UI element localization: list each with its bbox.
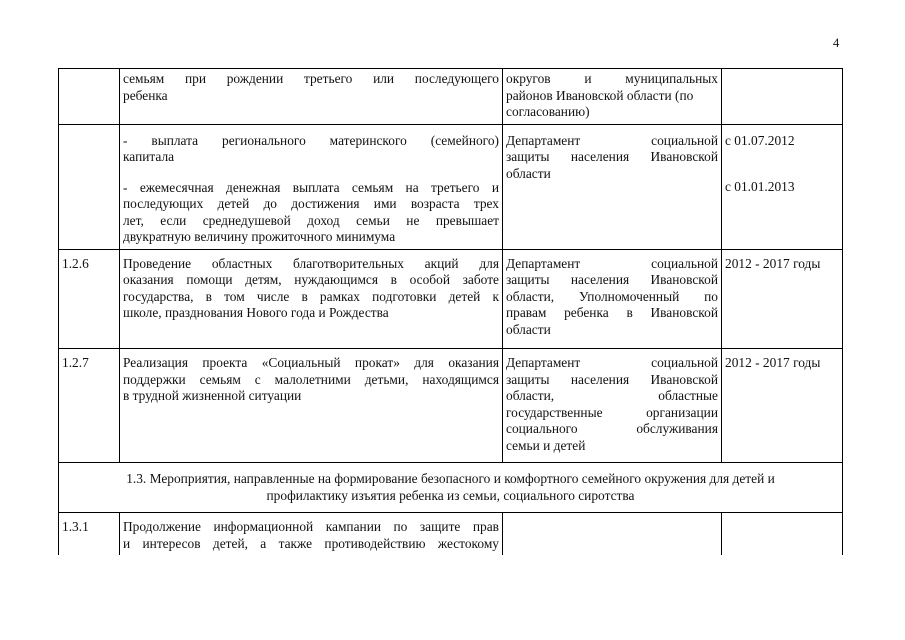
cell-period bbox=[722, 513, 843, 556]
text-line: и интересов детей, а также противодействию жестокому bbox=[123, 535, 499, 551]
text-line: защиты населения Ивановской bbox=[506, 149, 718, 164]
text-line: государства, в том числе в рамках подготовки детей к bbox=[123, 288, 499, 304]
cell-number bbox=[59, 69, 120, 125]
text-line: последующих детей до достижения ими возраста трех bbox=[123, 196, 499, 211]
table-row bbox=[59, 124, 843, 249]
cell-measure bbox=[120, 249, 503, 349]
measures-table bbox=[58, 68, 843, 555]
cell-executor bbox=[503, 513, 722, 556]
text-line: защиты населения Ивановской bbox=[506, 272, 718, 287]
text-line: оказания помощи детям, нуждающимся в особой заботе bbox=[123, 272, 499, 287]
cell-executor bbox=[503, 69, 722, 125]
cell-executor bbox=[503, 349, 722, 463]
text-line: Проведение областных благотворительных акций для bbox=[123, 255, 499, 271]
text-line: поддержки семьям с малолетними детьми, находящимся bbox=[123, 371, 499, 387]
text-line: ребенка bbox=[123, 87, 168, 103]
text-line: Департамент социальной bbox=[506, 255, 718, 271]
text-line: защиты населения Ивановской bbox=[506, 371, 718, 387]
cell-period bbox=[722, 124, 843, 249]
text-line: семьи и детей bbox=[506, 437, 586, 453]
text-line: школе, празднования Нового года и Рождества bbox=[123, 305, 389, 320]
text-line: округов и муниципальных bbox=[506, 71, 718, 86]
text-line: 1.3. Мероприятия, направленные на формирование безопасного и комфортного семейного окружения для детей и bbox=[126, 471, 775, 486]
text-line: - ежемесячная денежная выплата семьям на третьего и bbox=[123, 179, 499, 195]
cell-measure bbox=[120, 124, 503, 249]
cell-executor bbox=[503, 124, 722, 249]
section-heading bbox=[59, 463, 843, 513]
text-line: области bbox=[506, 165, 551, 181]
date-text: с 01.01.2013 bbox=[725, 179, 795, 194]
cell-number: 1.2.7 bbox=[59, 349, 120, 463]
cell-period: 2012 - 2017 годы bbox=[722, 249, 843, 349]
text-line: семьям при рождении третьего или последующего bbox=[123, 71, 499, 86]
text-line: Департамент социальной bbox=[506, 132, 718, 148]
text-line: в трудной жизненной ситуации bbox=[123, 388, 302, 403]
table-row bbox=[59, 513, 843, 556]
cell-measure bbox=[120, 69, 503, 125]
text-line: Продолжение информационной кампании по защите прав bbox=[123, 519, 499, 534]
cell-period bbox=[722, 69, 843, 125]
text-line: Реализация проекта «Социальный прокат» для оказания bbox=[123, 355, 499, 370]
cell-number bbox=[59, 124, 120, 249]
cell-measure bbox=[120, 513, 503, 556]
table-row bbox=[59, 463, 843, 513]
text-line: - выплата регионального материнского (семейного) bbox=[123, 132, 499, 148]
cell-period: 2012 - 2017 годы bbox=[722, 349, 843, 463]
text-line: государственные организации bbox=[506, 404, 718, 420]
text-line: области, областные bbox=[506, 388, 718, 403]
text-line: правам ребенка в Ивановской bbox=[506, 305, 718, 320]
table-row bbox=[59, 349, 843, 463]
text-line: районов Ивановской области (по bbox=[506, 87, 694, 103]
table-row bbox=[59, 69, 843, 125]
cell-executor bbox=[503, 249, 722, 349]
cell-measure bbox=[120, 349, 503, 463]
text-line: двукратную величину прожиточного минимума bbox=[123, 229, 396, 244]
text-line: профилактику изъятия ребенка из семьи, социального сиротства bbox=[266, 487, 635, 503]
cell-number: 1.2.6 bbox=[59, 249, 120, 349]
table-row bbox=[59, 249, 843, 349]
text-line: лет, если среднедушевой доход семьи не превышает bbox=[123, 212, 499, 228]
cell-number: 1.3.1 bbox=[59, 513, 120, 556]
date-text: с 01.07.2012 bbox=[725, 132, 795, 148]
text-line: области bbox=[506, 321, 551, 337]
page-number: 4 bbox=[833, 36, 840, 50]
text-line: области, Уполномоченный по bbox=[506, 288, 718, 304]
text-line: согласованию) bbox=[506, 104, 590, 119]
text-line: Департамент социальной bbox=[506, 355, 718, 370]
text-line: социального обслуживания bbox=[506, 421, 718, 436]
text-line: капитала bbox=[123, 149, 175, 164]
